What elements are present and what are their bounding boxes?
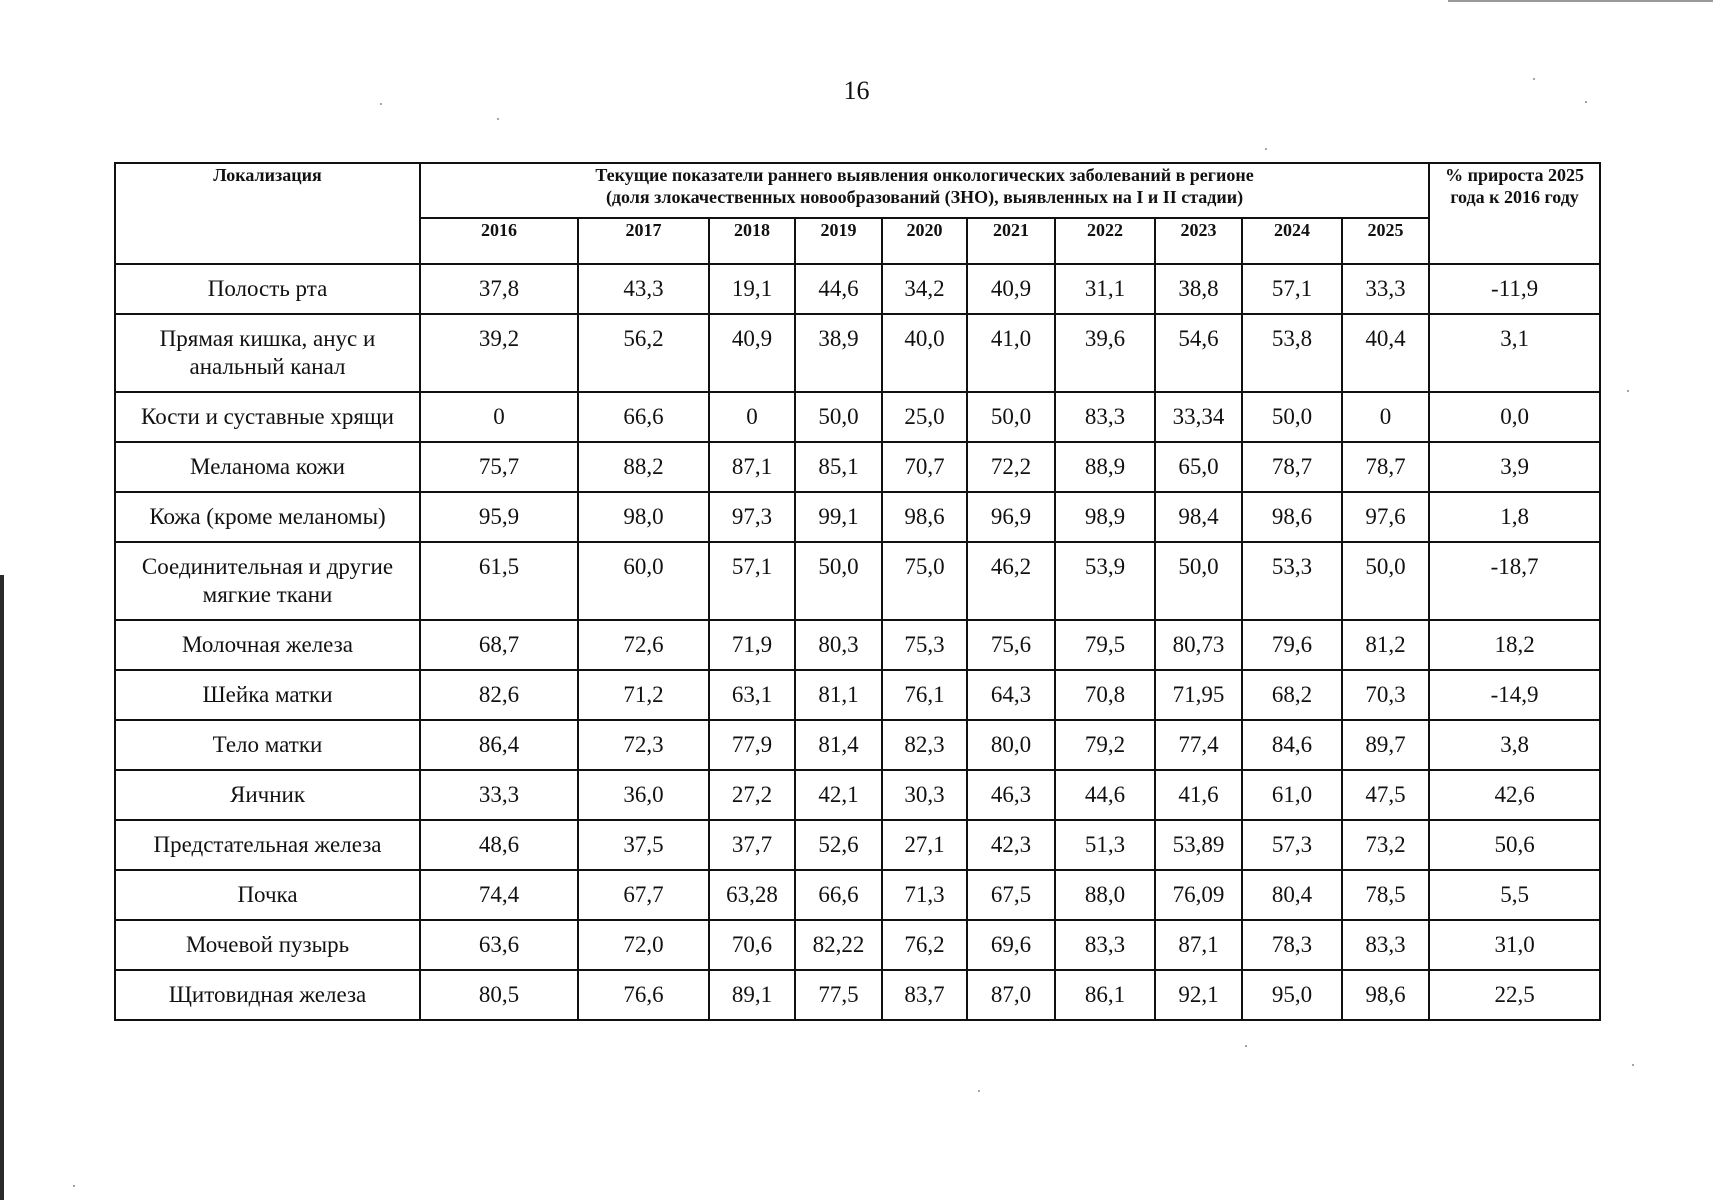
value-cell: 50,0 xyxy=(1342,542,1429,620)
value-cell: 68,2 xyxy=(1242,670,1342,720)
value-cell: 77,9 xyxy=(709,720,795,770)
value-cell: 72,2 xyxy=(967,442,1055,492)
value-cell: 41,6 xyxy=(1155,770,1242,820)
value-cell: 80,0 xyxy=(967,720,1055,770)
value-cell: 79,5 xyxy=(1055,620,1155,670)
value-cell: 87,1 xyxy=(709,442,795,492)
row-localization: Молочная железа xyxy=(115,620,420,670)
header-year: 2016 xyxy=(420,218,578,264)
value-cell: 83,3 xyxy=(1342,920,1429,970)
value-cell: 98,6 xyxy=(1342,970,1429,1020)
value-cell: 69,6 xyxy=(967,920,1055,970)
value-cell: 46,3 xyxy=(967,770,1055,820)
top-edge-rule xyxy=(1448,0,1713,2)
growth-cell: 5,5 xyxy=(1429,870,1600,920)
value-cell: 36,0 xyxy=(578,770,709,820)
table-row xyxy=(115,870,1600,920)
value-cell: 41,0 xyxy=(967,314,1055,392)
growth-cell: 0,0 xyxy=(1429,392,1600,442)
value-cell: 63,1 xyxy=(709,670,795,720)
table-row xyxy=(115,542,1600,620)
value-cell: 81,4 xyxy=(795,720,882,770)
value-cell: 44,6 xyxy=(1055,770,1155,820)
header-year: 2019 xyxy=(795,218,882,264)
value-cell: 71,2 xyxy=(578,670,709,720)
row-localization: Прямая кишка, анус и анальный канал xyxy=(115,314,420,392)
value-cell: 40,9 xyxy=(709,314,795,392)
value-cell: 77,5 xyxy=(795,970,882,1020)
header-year: 2020 xyxy=(882,218,967,264)
growth-cell: 3,9 xyxy=(1429,442,1600,492)
value-cell: 73,2 xyxy=(1342,820,1429,870)
value-cell: 89,7 xyxy=(1342,720,1429,770)
value-cell: 83,3 xyxy=(1055,920,1155,970)
row-localization: Щитовидная железа xyxy=(115,970,420,1020)
row-localization: Соединительная и другие мягкие ткани xyxy=(115,542,420,620)
value-cell: 98,0 xyxy=(578,492,709,542)
scan-speck xyxy=(73,1185,75,1187)
value-cell: 38,9 xyxy=(795,314,882,392)
growth-cell: 42,6 xyxy=(1429,770,1600,820)
table-row xyxy=(115,970,1600,1020)
value-cell: 80,3 xyxy=(795,620,882,670)
table-row xyxy=(115,314,1600,392)
value-cell: 40,0 xyxy=(882,314,967,392)
value-cell: 57,1 xyxy=(1242,264,1342,314)
value-cell: 51,3 xyxy=(1055,820,1155,870)
table-row xyxy=(115,720,1600,770)
value-cell: 72,0 xyxy=(578,920,709,970)
value-cell: 64,3 xyxy=(967,670,1055,720)
value-cell: 38,8 xyxy=(1155,264,1242,314)
value-cell: 67,7 xyxy=(578,870,709,920)
value-cell: 70,3 xyxy=(1342,670,1429,720)
header-localization: Локализация xyxy=(115,163,420,264)
value-cell: 33,3 xyxy=(1342,264,1429,314)
row-localization: Яичник xyxy=(115,770,420,820)
value-cell: 50,0 xyxy=(967,392,1055,442)
value-cell: 0 xyxy=(709,392,795,442)
value-cell: 66,6 xyxy=(578,392,709,442)
value-cell: 98,6 xyxy=(882,492,967,542)
value-cell: 70,8 xyxy=(1055,670,1155,720)
value-cell: 75,0 xyxy=(882,542,967,620)
value-cell: 39,6 xyxy=(1055,314,1155,392)
value-cell: 67,5 xyxy=(967,870,1055,920)
value-cell: 92,1 xyxy=(1155,970,1242,1020)
value-cell: 76,2 xyxy=(882,920,967,970)
value-cell: 95,9 xyxy=(420,492,578,542)
value-cell: 53,3 xyxy=(1242,542,1342,620)
value-cell: 19,1 xyxy=(709,264,795,314)
value-cell: 80,4 xyxy=(1242,870,1342,920)
value-cell: 98,4 xyxy=(1155,492,1242,542)
value-cell: 47,5 xyxy=(1342,770,1429,820)
value-cell: 76,1 xyxy=(882,670,967,720)
growth-cell: 50,6 xyxy=(1429,820,1600,870)
table-row xyxy=(115,620,1600,670)
value-cell: 43,3 xyxy=(578,264,709,314)
value-cell: 46,2 xyxy=(967,542,1055,620)
value-cell: 56,2 xyxy=(578,314,709,392)
value-cell: 83,3 xyxy=(1055,392,1155,442)
growth-cell: 1,8 xyxy=(1429,492,1600,542)
value-cell: 81,2 xyxy=(1342,620,1429,670)
growth-cell: 3,8 xyxy=(1429,720,1600,770)
row-localization: Кости и суставные хрящи xyxy=(115,392,420,442)
row-localization: Меланома кожи xyxy=(115,442,420,492)
value-cell: 0 xyxy=(1342,392,1429,442)
value-cell: 85,1 xyxy=(795,442,882,492)
row-localization: Полость рта xyxy=(115,264,420,314)
value-cell: 33,34 xyxy=(1155,392,1242,442)
table-row xyxy=(115,264,1600,314)
value-cell: 40,4 xyxy=(1342,314,1429,392)
value-cell: 53,8 xyxy=(1242,314,1342,392)
header-year: 2023 xyxy=(1155,218,1242,264)
value-cell: 75,6 xyxy=(967,620,1055,670)
value-cell: 72,3 xyxy=(578,720,709,770)
value-cell: 30,3 xyxy=(882,770,967,820)
header-year: 2018 xyxy=(709,218,795,264)
value-cell: 54,6 xyxy=(1155,314,1242,392)
scan-speck xyxy=(497,118,499,120)
value-cell: 68,7 xyxy=(420,620,578,670)
value-cell: 31,1 xyxy=(1055,264,1155,314)
growth-cell: -11,9 xyxy=(1429,264,1600,314)
value-cell: 44,6 xyxy=(795,264,882,314)
value-cell: 97,6 xyxy=(1342,492,1429,542)
table-row xyxy=(115,820,1600,870)
value-cell: 84,6 xyxy=(1242,720,1342,770)
header-group-line-2: (доля злокачественных новообразований (ЗНО), выявленных на I и II стадии) xyxy=(605,187,1244,207)
value-cell: 63,28 xyxy=(709,870,795,920)
scan-speck xyxy=(1627,390,1629,392)
header-indicator-group xyxy=(420,163,1429,218)
table-row xyxy=(115,770,1600,820)
early-detection-table xyxy=(114,162,1601,1021)
value-cell: 34,2 xyxy=(882,264,967,314)
value-cell: 70,6 xyxy=(709,920,795,970)
value-cell: 80,73 xyxy=(1155,620,1242,670)
scan-speck xyxy=(978,1090,980,1092)
value-cell: 87,1 xyxy=(1155,920,1242,970)
value-cell: 63,6 xyxy=(420,920,578,970)
table-row xyxy=(115,670,1600,720)
value-cell: 52,6 xyxy=(795,820,882,870)
value-cell: 27,2 xyxy=(709,770,795,820)
value-cell: 66,6 xyxy=(795,870,882,920)
value-cell: 57,1 xyxy=(709,542,795,620)
value-cell: 50,0 xyxy=(795,392,882,442)
value-cell: 37,5 xyxy=(578,820,709,870)
value-cell: 76,09 xyxy=(1155,870,1242,920)
row-localization: Тело матки xyxy=(115,720,420,770)
value-cell: 83,7 xyxy=(882,970,967,1020)
header-year: 2025 xyxy=(1342,218,1429,264)
value-cell: 97,3 xyxy=(709,492,795,542)
value-cell: 50,0 xyxy=(1155,542,1242,620)
value-cell: 88,9 xyxy=(1055,442,1155,492)
value-cell: 42,1 xyxy=(795,770,882,820)
value-cell: 50,0 xyxy=(1242,392,1342,442)
value-cell: 39,2 xyxy=(420,314,578,392)
row-localization: Почка xyxy=(115,870,420,920)
value-cell: 71,3 xyxy=(882,870,967,920)
header-year: 2021 xyxy=(967,218,1055,264)
value-cell: 65,0 xyxy=(1155,442,1242,492)
table-row xyxy=(115,442,1600,492)
value-cell: 27,1 xyxy=(882,820,967,870)
value-cell: 60,0 xyxy=(578,542,709,620)
value-cell: 53,89 xyxy=(1155,820,1242,870)
header-growth-percent: % прироста 2025 года к 2016 году xyxy=(1429,163,1600,264)
value-cell: 88,0 xyxy=(1055,870,1155,920)
value-cell: 86,4 xyxy=(420,720,578,770)
value-cell: 82,3 xyxy=(882,720,967,770)
value-cell: 78,7 xyxy=(1342,442,1429,492)
value-cell: 78,7 xyxy=(1242,442,1342,492)
row-localization: Мочевой пузырь xyxy=(115,920,420,970)
growth-cell: 31,0 xyxy=(1429,920,1600,970)
growth-cell: -18,7 xyxy=(1429,542,1600,620)
value-cell: 86,1 xyxy=(1055,970,1155,1020)
scan-speck xyxy=(1632,1064,1634,1066)
growth-cell: 22,5 xyxy=(1429,970,1600,1020)
header-year: 2022 xyxy=(1055,218,1155,264)
value-cell: 25,0 xyxy=(882,392,967,442)
value-cell: 98,9 xyxy=(1055,492,1155,542)
value-cell: 50,0 xyxy=(795,542,882,620)
header-year: 2024 xyxy=(1242,218,1342,264)
table-row xyxy=(115,920,1600,970)
growth-cell: 3,1 xyxy=(1429,314,1600,392)
row-localization: Шейка матки xyxy=(115,670,420,720)
value-cell: 53,9 xyxy=(1055,542,1155,620)
value-cell: 79,6 xyxy=(1242,620,1342,670)
value-cell: 57,3 xyxy=(1242,820,1342,870)
scan-speck xyxy=(1245,1045,1247,1047)
value-cell: 48,6 xyxy=(420,820,578,870)
value-cell: 74,4 xyxy=(420,870,578,920)
value-cell: 76,6 xyxy=(578,970,709,1020)
value-cell: 71,9 xyxy=(709,620,795,670)
value-cell: 99,1 xyxy=(795,492,882,542)
header-group-line-1: Текущие показатели раннего выявления онкологических заболеваний в регионе xyxy=(595,165,1254,185)
value-cell: 72,6 xyxy=(578,620,709,670)
page-number: 16 xyxy=(843,76,870,105)
value-cell: 88,2 xyxy=(578,442,709,492)
value-cell: 95,0 xyxy=(1242,970,1342,1020)
scan-left-edge xyxy=(0,575,4,1200)
value-cell: 61,0 xyxy=(1242,770,1342,820)
value-cell: 77,4 xyxy=(1155,720,1242,770)
value-cell: 37,8 xyxy=(420,264,578,314)
value-cell: 78,5 xyxy=(1342,870,1429,920)
header-year: 2017 xyxy=(578,218,709,264)
value-cell: 33,3 xyxy=(420,770,578,820)
value-cell: 61,5 xyxy=(420,542,578,620)
value-cell: 80,5 xyxy=(420,970,578,1020)
row-localization: Предстательная железа xyxy=(115,820,420,870)
value-cell: 78,3 xyxy=(1242,920,1342,970)
table-body xyxy=(115,264,1600,1020)
value-cell: 81,1 xyxy=(795,670,882,720)
value-cell: 87,0 xyxy=(967,970,1055,1020)
table-row xyxy=(115,492,1600,542)
row-localization: Кожа (кроме меланомы) xyxy=(115,492,420,542)
value-cell: 89,1 xyxy=(709,970,795,1020)
value-cell: 42,3 xyxy=(967,820,1055,870)
value-cell: 71,95 xyxy=(1155,670,1242,720)
value-cell: 82,6 xyxy=(420,670,578,720)
value-cell: 70,7 xyxy=(882,442,967,492)
value-cell: 0 xyxy=(420,392,578,442)
growth-cell: 18,2 xyxy=(1429,620,1600,670)
value-cell: 75,3 xyxy=(882,620,967,670)
value-cell: 40,9 xyxy=(967,264,1055,314)
value-cell: 79,2 xyxy=(1055,720,1155,770)
value-cell: 82,22 xyxy=(795,920,882,970)
scan-speck xyxy=(1265,148,1267,150)
table-row xyxy=(115,392,1600,442)
value-cell: 98,6 xyxy=(1242,492,1342,542)
value-cell: 96,9 xyxy=(967,492,1055,542)
value-cell: 37,7 xyxy=(709,820,795,870)
value-cell: 75,7 xyxy=(420,442,578,492)
growth-cell: -14,9 xyxy=(1429,670,1600,720)
